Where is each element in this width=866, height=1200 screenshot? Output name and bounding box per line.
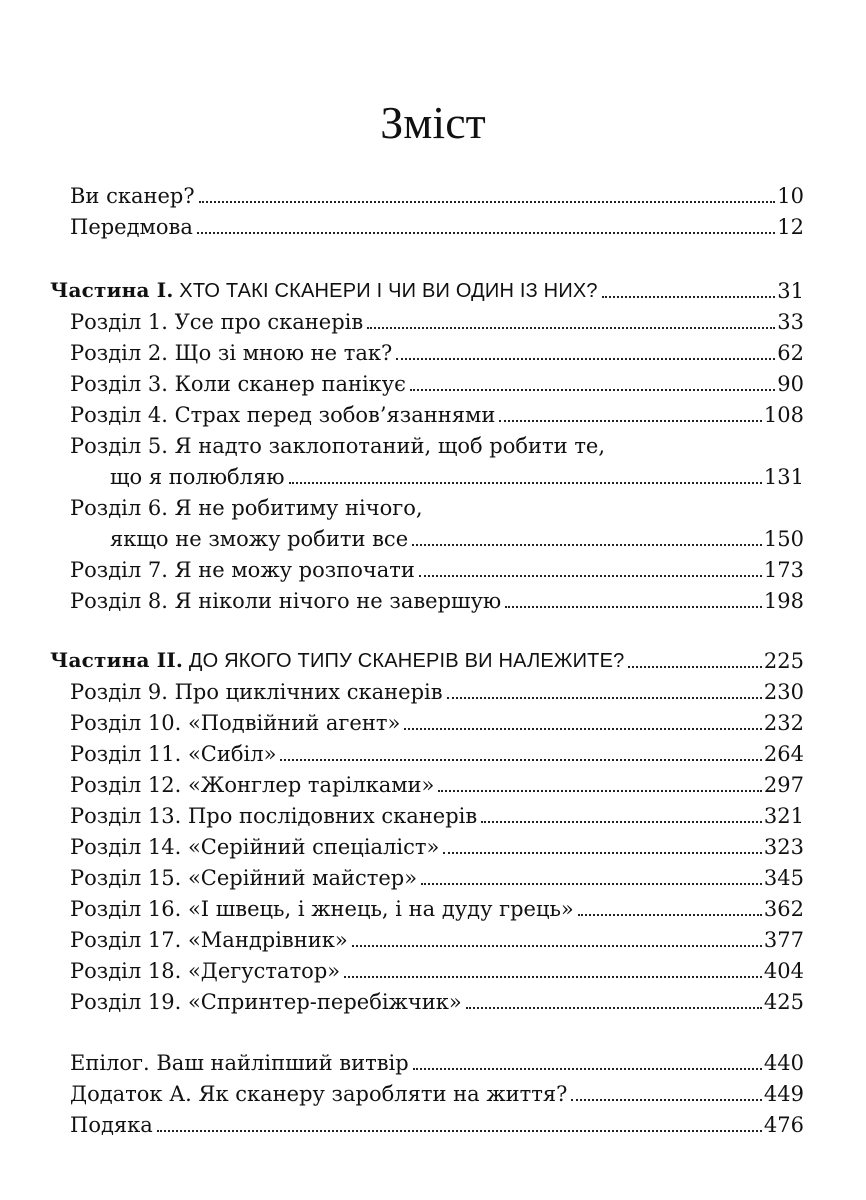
chapter-label: Розділ 7. Я не можу розпочати [70, 558, 415, 582]
toc-chapter [70, 894, 804, 924]
dot-leader [352, 945, 762, 947]
toc-entry [70, 212, 804, 242]
part-title: ХТО ТАКІ СКАНЕРИ І ЧИ ВИ ОДИН ІЗ НИХ? [179, 280, 598, 302]
part-page: 225 [763, 649, 804, 673]
toc-entry-label: Додаток А. Як сканеру заробляти на життя? [70, 1082, 568, 1106]
dot-leader [280, 759, 761, 761]
toc-chapter [70, 801, 804, 831]
dot-leader [447, 697, 762, 699]
chapter-page: 33 [777, 310, 804, 334]
chapter-page: 321 [763, 804, 804, 828]
chapter-label: Розділ 14. «Серійний спеціаліст» [70, 835, 440, 859]
chapter-label-continuation: що я полюбляю [110, 465, 285, 489]
chapter-label: Розділ 16. «І швець, і жнець, і на дуду грець» [70, 897, 574, 921]
chapter-label: Розділ 1. Усе про сканерів [70, 310, 364, 334]
dot-leader [578, 914, 762, 916]
toc-entry-label: Епілог. Ваш найліпший витвір [70, 1051, 409, 1075]
toc-chapter [70, 493, 804, 523]
chapter-label: Розділ 8. Я ніколи нічого не завершую [70, 589, 502, 613]
chapter-label: Розділ 17. «Мандрівник» [70, 928, 348, 952]
toc-chapter [70, 555, 804, 585]
toc-entry-page: 10 [777, 184, 804, 208]
chapter-page: 425 [763, 990, 804, 1014]
toc-chapter [70, 338, 804, 368]
chapter-page: 131 [763, 465, 804, 489]
toc-entry [70, 1079, 804, 1109]
chapter-label: Розділ 3. Коли сканер панікує [70, 372, 406, 396]
toc-chapter [70, 307, 804, 337]
toc-entry-page: 12 [777, 215, 804, 239]
dot-leader [438, 790, 762, 792]
chapter-page: 377 [763, 928, 804, 952]
dot-leader [404, 728, 762, 730]
toc-chapter [70, 863, 804, 893]
dot-leader [505, 606, 762, 608]
chapter-page: 264 [763, 742, 804, 766]
chapter-page: 62 [777, 341, 804, 365]
chapter-label: Розділ 15. «Серійний майстер» [70, 866, 418, 890]
toc-chapter [70, 369, 804, 399]
chapter-label: Розділ 18. «Дегустатор» [70, 959, 341, 983]
part-prefix: Частина II. [50, 648, 184, 672]
chapter-page: 362 [763, 897, 804, 921]
chapter-label: Розділ 19. «Спринтер-перебіжчик» [70, 990, 462, 1014]
dot-leader [421, 883, 762, 885]
part-prefix: Частина I. [50, 278, 174, 302]
dot-leader [199, 201, 776, 203]
dot-leader [628, 666, 761, 668]
chapter-label: Розділ 5. Я надто заклопотаний, щоб робити те, [70, 434, 606, 458]
chapter-page: 232 [763, 711, 804, 735]
dot-leader [443, 852, 762, 854]
toc-entry [70, 181, 804, 211]
chapter-page: 108 [763, 403, 804, 427]
toc-chapter [70, 832, 804, 862]
chapter-label: Розділ 10. «Подвійний агент» [70, 711, 401, 735]
dot-leader [602, 296, 776, 298]
toc-chapter [70, 400, 804, 430]
dot-leader [289, 482, 762, 484]
part-label [50, 645, 624, 676]
dot-leader [396, 358, 775, 360]
toc-chapter-continuation [110, 524, 804, 554]
part-title: ДО ЯКОГО ТИПУ СКАНЕРІВ ВИ НАЛЕЖИТЕ? [188, 650, 625, 672]
toc-entry [70, 1048, 804, 1078]
chapter-page: 230 [763, 680, 804, 704]
chapter-page: 173 [763, 558, 804, 582]
toc-chapter [70, 770, 804, 800]
toc-chapter [70, 925, 804, 955]
toc-entry-page: 440 [763, 1051, 804, 1075]
dot-leader [367, 327, 775, 329]
dot-leader [466, 1007, 762, 1009]
dot-leader [499, 420, 762, 422]
toc-chapter [70, 677, 804, 707]
toc-entry-label: Подяка [70, 1113, 153, 1137]
chapter-page: 345 [763, 866, 804, 890]
toc-chapter [70, 708, 804, 738]
chapter-label: Розділ 6. Я не робитиму нічого, [70, 496, 423, 520]
chapter-label: Розділ 4. Страх перед зобов’язаннями [70, 403, 496, 427]
chapter-page: 297 [763, 773, 804, 797]
toc-chapter [70, 586, 804, 616]
toc-entry-label: Передмова [70, 215, 193, 239]
toc-part-1 [50, 276, 804, 306]
toc-part-2 [50, 646, 804, 676]
chapter-label: Розділ 12. «Жонглер тарілками» [70, 773, 435, 797]
chapter-label: Розділ 13. Про послідовних сканерів [70, 804, 478, 828]
dot-leader [344, 976, 762, 978]
chapter-label: Розділ 9. Про циклічних сканерів [70, 680, 443, 704]
chapter-label-continuation: якщо не зможу робити все [110, 527, 409, 551]
dot-leader [410, 389, 775, 391]
chapter-page: 90 [777, 372, 804, 396]
toc-entry [70, 1110, 804, 1140]
chapter-label: Розділ 2. Що зі мною не так? [70, 341, 393, 365]
page-title: Зміст [380, 97, 486, 148]
part-label [50, 275, 598, 306]
dot-leader [157, 1130, 762, 1132]
dot-leader [413, 1068, 762, 1070]
toc-entry-page: 449 [763, 1082, 804, 1106]
toc-chapter [70, 987, 804, 1017]
toc-chapter-continuation [110, 462, 804, 492]
toc-chapter [70, 431, 804, 461]
toc-chapter [70, 956, 804, 986]
chapter-page: 323 [763, 835, 804, 859]
toc-chapter [70, 739, 804, 769]
chapter-label: Розділ 11. «Сибіл» [70, 742, 277, 766]
chapter-page: 198 [763, 589, 804, 613]
chapter-page: 150 [763, 527, 804, 551]
dot-leader [571, 1099, 762, 1101]
dot-leader [197, 232, 775, 234]
toc-entry-page: 476 [763, 1113, 804, 1137]
dot-leader [419, 575, 762, 577]
chapter-page: 404 [763, 959, 804, 983]
toc-entry-label: Ви сканер? [70, 184, 195, 208]
dot-leader [412, 544, 762, 546]
part-page: 31 [777, 279, 804, 303]
dot-leader [481, 821, 762, 823]
